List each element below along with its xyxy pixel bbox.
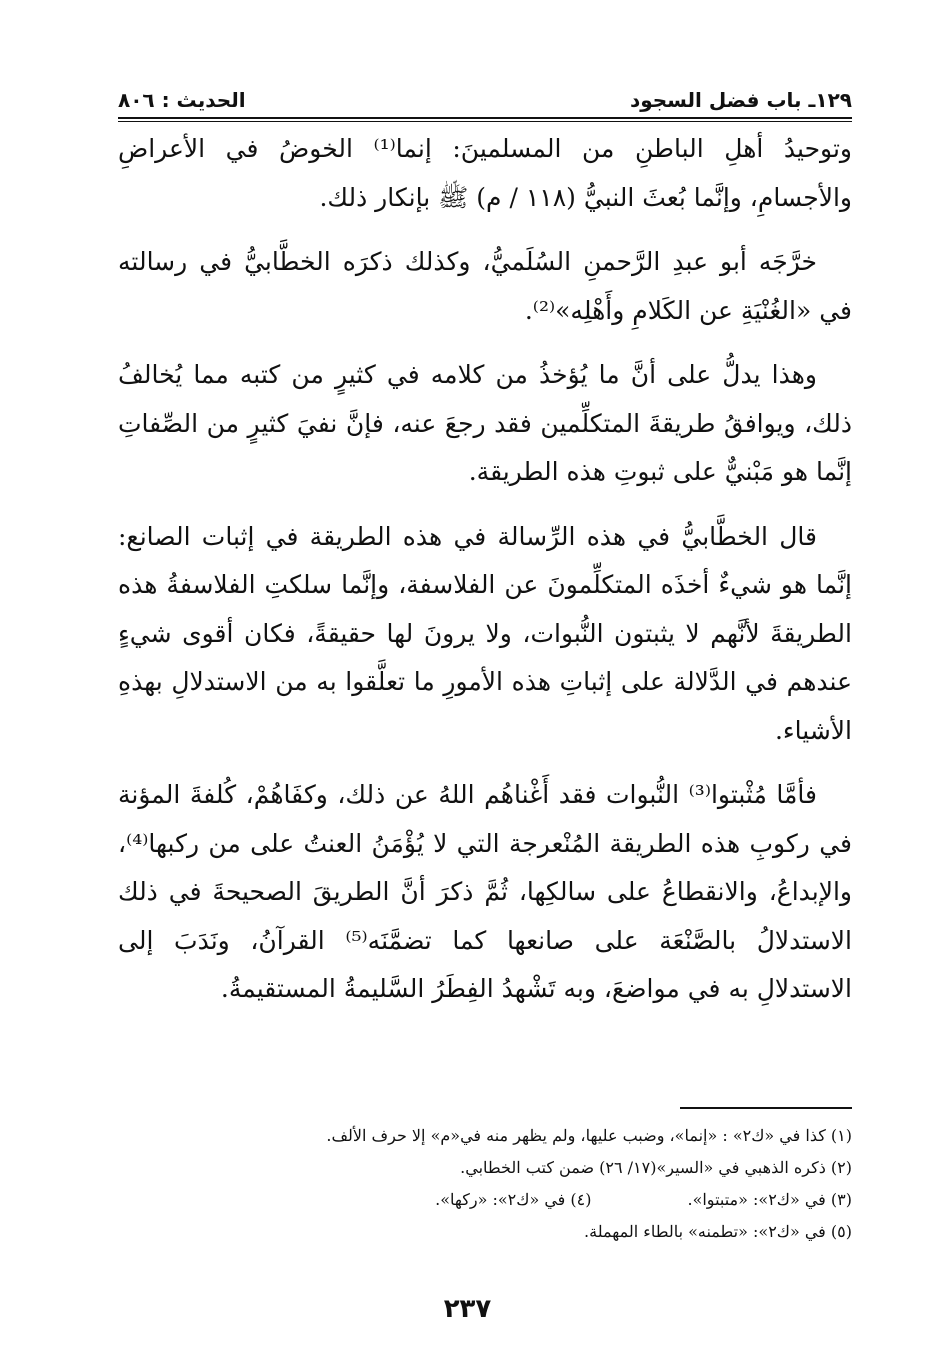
paragraph-1: وتوحيدُ أهلِ الباطنِ من المسلمينَ: إنما⁽¹⁾ الخوضُ في الأعراضِ والأجسامِ، وإنَّما بُعثَ النبيُّ (١١٨ / م) ﷺ بإنكار ذلك. (118, 134, 852, 212)
main-text (118, 125, 852, 1014)
footnote-4: (٤) في «ك٢»: «ركها». (435, 1190, 592, 1209)
header-rule (118, 117, 852, 122)
footnote-3: (٣) في «ك٢»: «متبتوا». (687, 1190, 852, 1209)
running-header (118, 78, 852, 112)
paragraph-3: وهذا يدلُّ على أنَّ ما يُؤخذُ من كلامه في كثيرٍ من كتبه مما يُخالفُ ذلك، ويوافقُ طريقةَ المتكلِّمين فقد رجعَ عنه، فإنَّ نفيَ كثيرٍ من الصِّفاتِ إنَّما هو مَبْنيٌّ على ثبوتِ هذه الطريقة. (118, 360, 852, 486)
footnote-rule (680, 1107, 852, 1109)
chapter-title: ١٢٩ـ باب فضل السجود (629, 88, 852, 112)
hadith-number: الحديث : ٨٠٦ (118, 88, 246, 112)
footnote-2: (٢) ذكره الذهبي في «السير»(١٧/ ٢٦) ضمن كتب الخطابي. (460, 1158, 852, 1177)
page-number: ٢٣٧ (443, 1294, 492, 1324)
footnote-5: (٥) في «ك٢»: «تطمنه» بالطاء المهملة. (584, 1222, 852, 1241)
paragraph-4: قال الخطَّابيُّ في هذه الرِّسالة في هذه الطريقة في إثبات الصانع: إنَّما هو شيءٌ أخذَه المتكلِّمونَ عن الفلاسفة، وإنَّما سلكتِ الفلاسفةُ هذه الطريقةَ لأنَّهم لا يثبتون النُّبوات، ولا يرونَ لها حقيقةً، فكان أقوى شيءٍ عندهم في الدَّلالة على إثباتِ هذه الأمورِ ما تعلَّقوا به من الاستدلالِ بهذهِ الأشياء. (118, 521, 852, 745)
paragraph-2: خرَّجَه أبو عبدِ الرَّحمنِ السُلَميُّ، وكذلك ذكرَه الخطَّابيُّ في رسالته في «الغُنْيَةِ عن الكَلامِ وأَهْلِه»⁽²⁾. (118, 247, 852, 325)
paragraph-5: فأمَّا مُثْبتوا⁽³⁾ النُّبوات فقد أَغْناهُم اللهُ عن ذلك، وكفَاهُمْ، كُلفةَ المؤنة في ركوبِ هذه الطريقة المُنْعرجة التي لا يُؤْمَنُ العنتُ على من ركبها⁽⁴⁾، والإبداعُ، والانقطاعُ على سالكِها، ثُمَّ ذكرَ أنَّ الطريقَ الصحيحةَ في ذلك الاستدلالُ بالصَّنْعَة على صانعها كما تضمَّنَه⁽⁵⁾ القرآنُ، ونَدَبَ إلى الاستدلالِ به في مواضعَ، وبه تَشْهدُ الفِطَرُ السَّليمةُ المستقيمةُ. (118, 780, 852, 1003)
footnotes (118, 1120, 852, 1248)
footnote-1: (١) كذا في «ك٢» : «إنما»، وضبب عليها، ولم يظهر منه في«م» إلا حرف الألف. (326, 1126, 852, 1145)
